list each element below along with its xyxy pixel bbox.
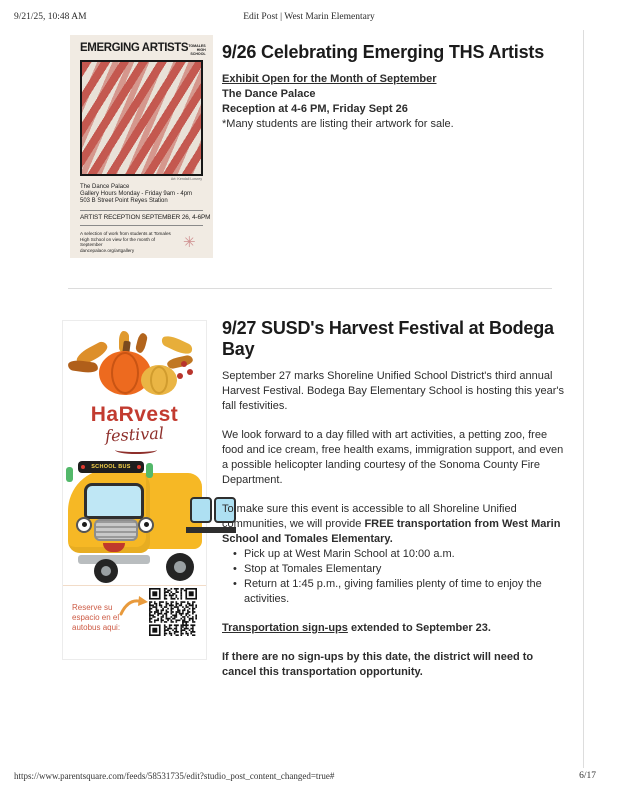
artists-post-body — [222, 42, 569, 132]
berry-icon — [181, 361, 187, 367]
harvest-post-body — [222, 318, 569, 694]
reception-time-line: Reception at 4-6 PM, Friday Sept 26 — [222, 103, 408, 115]
festival-flyer-subtitle: festival — [104, 423, 165, 446]
qr-code — [149, 588, 197, 636]
poster-website: dancepalace.org/artgallery — [80, 248, 135, 254]
free-transportation-text: FREE transportation from West Marin School and Tomales Elementary. — [222, 518, 561, 545]
poster-reception-banner: ARTIST RECEPTION SEPTEMBER 26, 4-6PM — [80, 210, 203, 226]
poster-header — [70, 35, 213, 59]
artists-post-title: 9/26 Celebrating Emerging THS Artists — [222, 42, 545, 62]
flyer-divider — [63, 585, 206, 586]
poster-venue-block — [80, 184, 203, 206]
poster-school-label: TOMALES HIGH SCHOOL — [188, 44, 206, 57]
harvest-post-title: 9/27 SUSD's Harvest Festival at Bodega Bay — [222, 318, 554, 359]
poster-blurb: A selection of work from students at Tomales High School on view for the month of September — [80, 230, 171, 248]
leaf-icon — [67, 359, 98, 374]
exhibit-open-line: Exhibit Open for the Month of September — [222, 73, 437, 85]
bus-wheel — [166, 553, 194, 581]
school-bus-sign-label: SCHOOL BUS — [91, 464, 131, 470]
abstract-stripe-painting — [80, 60, 203, 176]
print-header-title: Edit Post | West Marin Elementary — [243, 12, 375, 22]
bus-sign-light — [137, 465, 141, 469]
print-footer-page-number: 6/17 — [579, 771, 596, 781]
poster-heading: EMERGING ARTISTS — [80, 42, 189, 54]
bus-eye — [76, 517, 92, 533]
transport-lead-text: To make sure this event is accessible to all Shoreline Unified communities, we will provide — [222, 503, 517, 530]
poster-venue-name: The Dance Palace — [80, 183, 130, 190]
page-right-border — [583, 30, 584, 768]
emerging-artists-poster-image — [70, 35, 213, 258]
school-bus-sign — [78, 461, 144, 473]
bus-wheel — [94, 559, 118, 583]
bus-side-window — [190, 497, 212, 523]
signup-link-text: Transportation sign-ups — [222, 622, 348, 634]
harvest-festival-flyer-image — [62, 320, 207, 660]
print-footer-url: https://www.parentsquare.com/feeds/58531735/edit?studio_post_content_changed=true# — [14, 771, 335, 781]
poster-address: 503 B Street Point Reyes Station — [80, 198, 168, 205]
bus-grille — [94, 519, 138, 541]
harvest-flyer-title: HaRvest — [90, 403, 179, 426]
bus-windshield — [84, 483, 144, 519]
bullet-item: • Pick up at West Marin School at 10:00 a.m. — [222, 547, 569, 562]
curved-arrow-icon — [119, 593, 149, 622]
bus-mirror — [146, 463, 153, 478]
artwork-credit: Art: Kendall Lowrey — [170, 176, 202, 181]
reserve-spot-note: Reserve su espacio en el autobus aqui: — [72, 603, 121, 632]
bus-sign-light — [81, 465, 85, 469]
harvest-paragraph-3 — [222, 502, 569, 547]
flourish-underline — [115, 446, 157, 454]
leaf-icon — [166, 354, 194, 369]
berry-icon — [187, 369, 193, 375]
print-header-datetime: 9/21/25, 10:48 AM — [14, 12, 87, 22]
harvest-paragraph-1: September 27 marks Shoreline Unified School District's third annual Harvest Festival. Bodega Bay Elementary School is hosting this year's fall festivities. — [222, 370, 565, 412]
cancellation-warning: If there are no sign-ups by this date, the district will need to cancel this transportation opportunity. — [222, 651, 534, 678]
small-pumpkin-illustration — [141, 365, 177, 395]
bullet-item: • Return at 1:45 p.m., giving families plenty of time to enjoy the activities. — [222, 577, 569, 607]
school-bus-illustration — [68, 459, 204, 583]
poster-gallery-hours: Gallery Hours Monday - Friday 9am - 4pm — [80, 191, 193, 198]
pumpkin-leaves-illustration — [63, 329, 206, 409]
transportation-bullet-list — [222, 547, 569, 607]
artwork-sale-note: *Many students are listing their artwork for sale. — [222, 118, 454, 130]
bus-mirror — [66, 467, 73, 482]
signup-rest-text: extended to September 23. — [347, 622, 491, 634]
leaf-icon — [160, 333, 194, 357]
bullet-item: • Stop at Tomales Elementary — [222, 562, 569, 577]
bus-eye — [138, 517, 154, 533]
post-divider — [68, 288, 552, 289]
dance-palace-line: The Dance Palace — [222, 88, 316, 100]
starburst-icon: ✳ — [183, 234, 196, 252]
poster-footer — [80, 231, 203, 254]
berry-icon — [177, 373, 183, 379]
leaf-icon — [135, 332, 149, 354]
signup-deadline-line — [222, 621, 569, 636]
harvest-paragraph-2: We look forward to a day filled with art activities, a petting zoo, free food and ice cream, free health exams, immigration support, and even a possible helicopter landing courtesy of the Sonoma County Fire Department. — [222, 429, 564, 486]
